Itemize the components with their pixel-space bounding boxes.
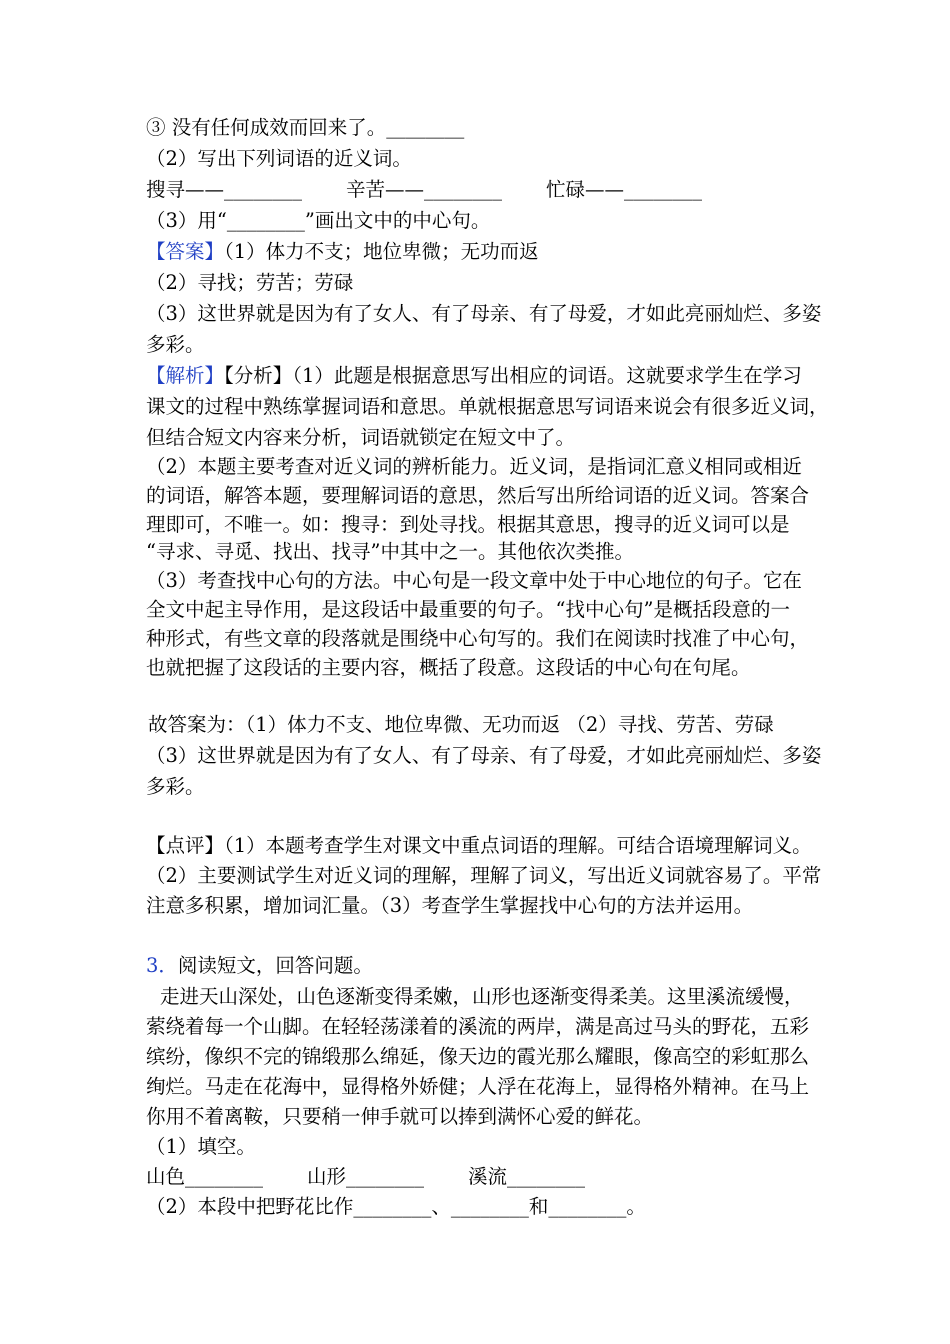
fill-blank-1: 山色________ xyxy=(146,1165,264,1188)
analysis-line: 也就把握了这段话的主要内容，概括了段意。这段话的中心句在句尾。 xyxy=(146,656,751,679)
q3-sub-question-1: （1）填空。 xyxy=(146,1135,256,1158)
sub-question-3: （3）用“________”画出文中的中心句。 xyxy=(146,209,491,232)
passage-line: 绚烂。马走在花海中，显得格外娇健；人浮在花海上，显得格外精神。在马上 xyxy=(146,1075,810,1098)
comment-line-3: 注意多积累，增加词汇量。（3）考查学生掌握找中心句的方法并运用。 xyxy=(146,894,754,917)
analysis-line: 的词语，解答本题，要理解词语的意思，然后写出所给词语的近义词。答案合 xyxy=(146,484,810,507)
synonym-blank-1: 搜寻——________ xyxy=(146,178,303,201)
final-answer-line-3: 多彩。 xyxy=(146,775,205,798)
final-answer-line-2: （3）这世界就是因为有了女人、有了母亲、有了母爱，才如此亮丽灿烂、多姿 xyxy=(146,744,822,767)
synonym-blank-3: 忙碌——________ xyxy=(546,178,703,201)
passage-line: 你用不着离鞍，只要稍一伸手就可以捧到满怀心爱的鲜花。 xyxy=(146,1105,654,1128)
analysis-line: “寻求、寻觅、找出、找寻”中其中之一。其他依次类推。 xyxy=(146,540,634,563)
final-answer-line-1: 故答案为：（1）体力不支、地位卑微、无功而返 （2）寻找、劳苦、劳碌 xyxy=(148,713,774,736)
fill-blank-row xyxy=(146,1162,585,1192)
question-3-heading xyxy=(146,951,373,981)
q3-sub-question-2: （2）本段中把野花比作________、________和________。 xyxy=(146,1195,646,1218)
analysis-line: 种形式，有些文章的段落就是围绕中心句写的。我们在阅读时找准了中心句， xyxy=(146,627,810,650)
answer-text-1: （1）体力不支；地位卑微；无功而返 xyxy=(224,240,539,263)
analysis-text: 【分析】（1）此题是根据意思写出相应的词语。这就要求学生在学习 xyxy=(224,364,802,387)
fill-blank-2: 山形________ xyxy=(307,1165,425,1188)
answer-tag: 【答案】 xyxy=(146,240,225,263)
question-item-3: ③ 没有任何成效而回来了。________ xyxy=(146,116,465,139)
analysis-line-1 xyxy=(146,361,802,391)
synonym-blank-2: 辛苦——________ xyxy=(346,178,503,201)
analysis-line: 但结合短文内容来分析，词语就锁定在短文中了。 xyxy=(146,426,576,449)
analysis-line: 全文中起主导作用，是这段话中最重要的句子。“找中心句”是概括段意的一 xyxy=(146,598,790,621)
analysis-line: （3）考查找中心句的方法。中心句是一段文章中处于中心地位的句子。它在 xyxy=(146,569,802,592)
comment-line-1: 【点评】（1）本题考查学生对课文中重点词语的理解。可结合语境理解词义。 xyxy=(146,834,812,857)
passage-line: 缤纷，像织不完的锦缎那么绵延，像天边的霞光那么耀眼，像高空的彩虹那么 xyxy=(146,1045,810,1068)
fill-blank-3: 溪流________ xyxy=(468,1165,586,1188)
comment-line-2: （2）主要测试学生对近义词的理解，理解了词义，写出近义词就容易了。平常 xyxy=(146,864,822,887)
analysis-tag: 【解析】 xyxy=(146,364,225,387)
passage-line: 走进天山深处，山色逐渐变得柔嫩，山形也逐渐变得柔美。这里溪流缓慢， xyxy=(160,985,804,1008)
analysis-line: （2）本题主要考查对近义词的辨析能力。近义词，是指词汇意义相同或相近 xyxy=(146,455,802,478)
answer-line-3a: （3）这世界就是因为有了女人、有了母亲、有了母爱，才如此亮丽灿烂、多姿 xyxy=(146,302,822,325)
answer-line-2: （2）寻找；劳苦；劳碌 xyxy=(146,271,354,294)
analysis-line: 理即可，不唯一。如：搜寻：到处寻找。根据其意思，搜寻的近义词可以是 xyxy=(146,513,790,536)
passage-line: 萦绕着每一个山脚。在轻轻荡漾着的溪流的两岸，满是高过马头的野花，五彩 xyxy=(146,1015,810,1038)
question-3-number: 3． xyxy=(146,954,178,977)
question-3-title: 阅读短文，回答问题。 xyxy=(177,954,373,977)
answer-line-3b: 多彩。 xyxy=(146,333,205,356)
answer-line-1 xyxy=(146,237,539,267)
sub-question-2: （2）写出下列词语的近义词。 xyxy=(146,147,412,170)
synonym-row xyxy=(146,175,702,205)
analysis-line: 课文的过程中熟练掌握词语和意思。单就根据意思写词语来说会有很多近义词， xyxy=(146,395,829,418)
